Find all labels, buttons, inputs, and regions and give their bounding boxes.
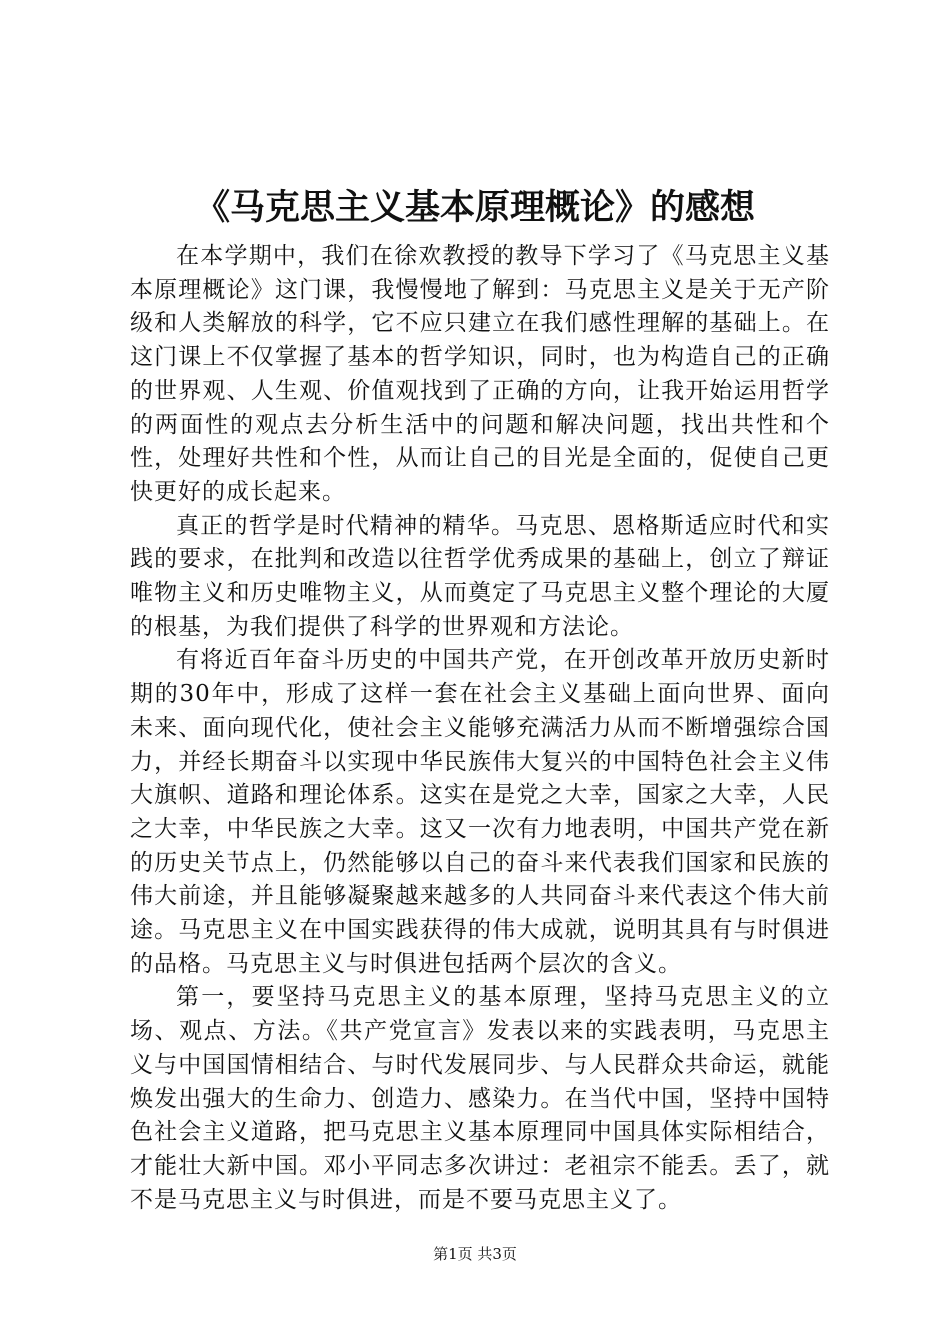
document-title: 《马克思主义基本原理概论》的感想 <box>194 187 755 228</box>
paragraph-1: 在本学期中，我们在徐欢教授的教导下学习了《马克思主义基本原理概论》这门课，我慢慢地了解到：马克思主义是关于无产阶级和人类解放的科学，它不应只建立在我们感性理解的基础上。在这门课上不仅掌握了基本的哲学知识，同时，也为构造自己的正确的世界观、人生观、价值观找到了正确的方向，让我开始运用哲学的两面性的观点去分析生活中的问题和解决问题，找出共性和个性，处理好共性和个性，从而让自己的目光是全面的，促使自己更快更好的成长起来。 <box>130 243 830 505</box>
paragraph-3: 有将近百年奋斗历史的中国共产党，在开创改革开放历史新时期的30年中，形成了这样一套在社会主义基础上面向世界、面向未来、面向现代化，使社会主义能够充满活力从而不断增强综合国力，并经长期奋斗以实现中华民族伟大复兴的中国特色社会主义伟大旗帜、道路和理论体系。这实在是党之大幸，国家之大幸，人民之大幸，中华民族之大幸。这又一次有力地表明，中国共产党在新的历史关节点上，仍然能够以自己的奋斗来代表我们国家和民族的伟大前途，并且能够凝聚越来越多的人共同奋斗来代表这个伟大前途。马克思主义在中国实践获得的伟大成就，说明其具有与时俱进的品格。马克思主义与时俱进包括两个层次的含义。 <box>130 647 830 977</box>
document-body <box>130 240 830 1217</box>
paragraph-4: 第一，要坚持马克思主义的基本原理，坚持马克思主义的立场、观点、方法。《共产党宣言》发表以来的实践表明，马克思主义与中国国情相结合、与时代发展同步、与人民群众共命运，就能焕发出强大的生命力、创造力、感染力。在当代中国，坚持中国特色社会主义道路，把马克思主义基本原理同中国具体实际相结合，才能壮大新中国。邓小平同志多次讲过：老祖宗不能丢。丢了，就不是马克思主义与时俱进，而是不要马克思主义了。 <box>130 984 830 1213</box>
page-footer: 第1页 共3页 <box>433 1245 517 1263</box>
paragraph-2: 真正的哲学是时代精神的精华。马克思、恩格斯适应时代和实践的要求，在批判和改造以往哲学优秀成果的基础上，创立了辩证唯物主义和历史唯物主义，从而奠定了马克思主义整个理论的大厦的根基，为我们提供了科学的世界观和方法论。 <box>130 512 830 640</box>
